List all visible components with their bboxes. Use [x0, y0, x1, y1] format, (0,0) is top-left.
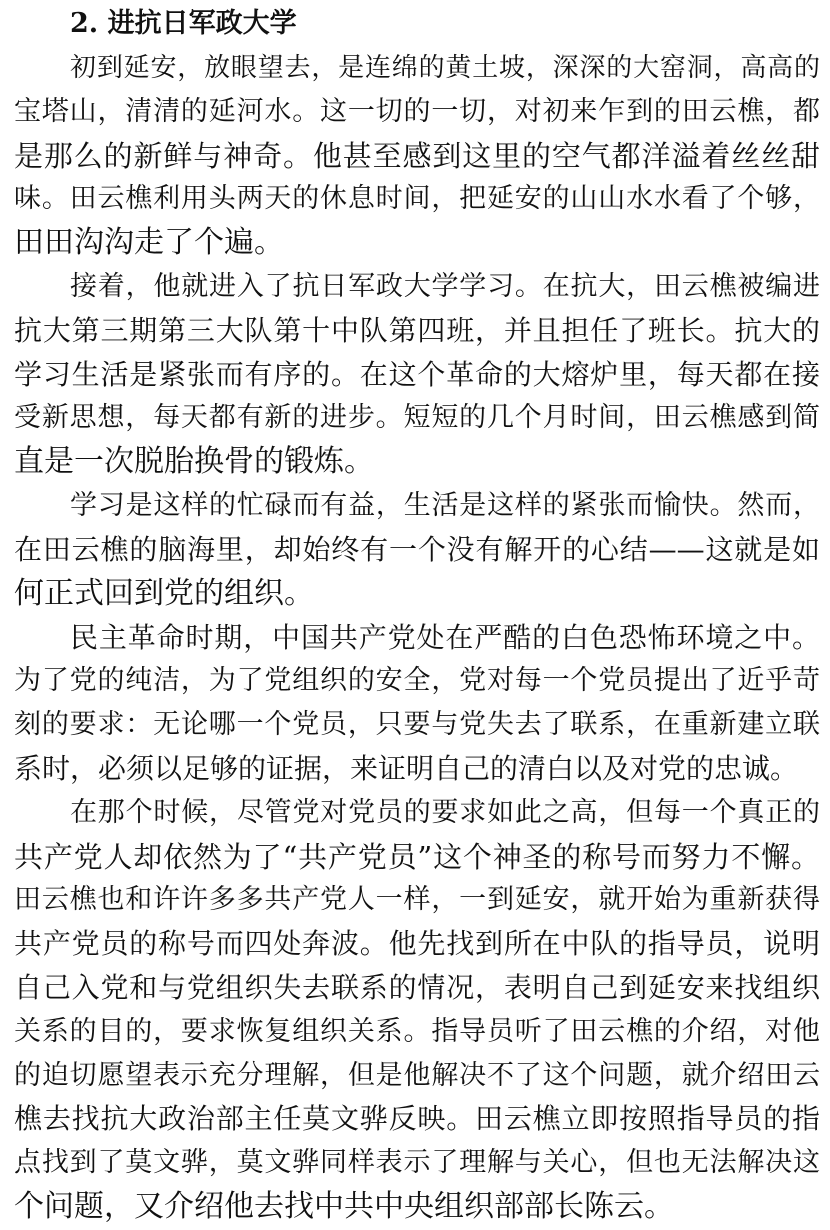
paragraph-5-line-4: 共产党员的称号而四处奔波。他先找到所在中队的指导员，说明	[14, 927, 820, 960]
paragraph-4-line-4: 系时，必须以足够的证据，来证明自己的清白以及对党的忠诚。	[14, 752, 799, 785]
paragraph-5-line-5: 自己入党和与党组织失去联系的情况，表明自己到延安来找组织	[14, 971, 820, 1004]
paragraph-3-line-1: 学习是这样的忙碌而有益，生活是这样的紧张而愉快。然而，	[70, 490, 820, 521]
paragraph-5-line-7: 的迫切愿望表示充分理解，但是他解决不了这个问题，就介绍田云	[14, 1060, 820, 1091]
paragraph-1-line-4: 味。田云樵利用头两天的休息时间，把延安的山山水水看了个够，	[14, 183, 820, 214]
paragraph-2-line-1: 接着，他就进入了抗日军政大学学习。在抗大，田云樵被编进	[70, 271, 820, 302]
paragraph-5-line-1: 在那个时候，尽管党对党员的要求如此之高，但每一个真正的	[70, 797, 820, 828]
paragraph-5-line-2: 共产党人却依然为了“共产党员”这个神圣的称号而努力不懈。	[14, 840, 820, 874]
paragraph-4-line-3: 刻的要求：无论哪一个党员，只要与党失去了联系，在重新建立联	[14, 709, 820, 740]
paragraph-3-line-3: 何正式回到党的组织。	[14, 576, 314, 611]
paragraph-3-line-2: 在田云樵的脑海里，却始终有一个没有解开的心结——这就是如	[14, 533, 820, 566]
paragraph-2-line-5: 直是一次脱胎换骨的锻炼。	[14, 444, 374, 479]
paragraph-2-line-3: 学习生活是紧张而有序的。在这个革命的大熔炉里，每天都在接	[14, 358, 820, 391]
paragraph-4-line-1: 民主革命时期，中国共产党处在严酷的白色恐怖环境之中。	[70, 621, 820, 654]
paragraph-5-line-10: 个问题，又介绍他去找中共中央组织部部长陈云。	[14, 1189, 674, 1224]
paragraph-1-line-1: 初到延安，放眼望去，是连绵的黄土坡，深深的大窑洞，高高的	[70, 53, 820, 83]
paragraph-2-line-2: 抗大第三期第三大队第十中队第四班，并且担任了班长。抗大的	[14, 314, 820, 347]
paragraph-2-line-4: 受新思想，每天都有新的进步。短短的几个月时间，田云樵感到简	[14, 402, 820, 433]
paragraph-4-line-2: 为了党的纯洁，为了党组织的安全，党对每一个党员提出了近乎苛	[14, 665, 820, 696]
paragraph-1-line-3: 是那么的新鲜与神奇。他甚至感到这里的空气都洋溢着丝丝甜	[14, 139, 820, 173]
paragraph-1-line-5: 田田沟沟走了个遍。	[14, 225, 284, 260]
section-heading: 2. 进抗日军政大学	[70, 8, 297, 39]
paragraph-1-line-2: 宝塔山，清清的延河水。这一切的一切，对初来乍到的田云樵，都	[14, 96, 820, 127]
paragraph-5-line-9: 点找到了莫文骅，莫文骅同样表示了理解与关心，但也无法解决这	[14, 1147, 820, 1178]
paragraph-5-line-3: 田云樵也和许许多多共产党人一样，一到延安，就开始为重新获得	[14, 884, 820, 915]
paragraph-5-line-6: 关系的目的，要求恢复组织关系。指导员听了田云樵的介绍，对他	[14, 1016, 820, 1047]
paragraph-5-line-8: 樵去找抗大政治部主任莫文骅反映。田云樵立即按照指导员的指	[14, 1102, 820, 1135]
